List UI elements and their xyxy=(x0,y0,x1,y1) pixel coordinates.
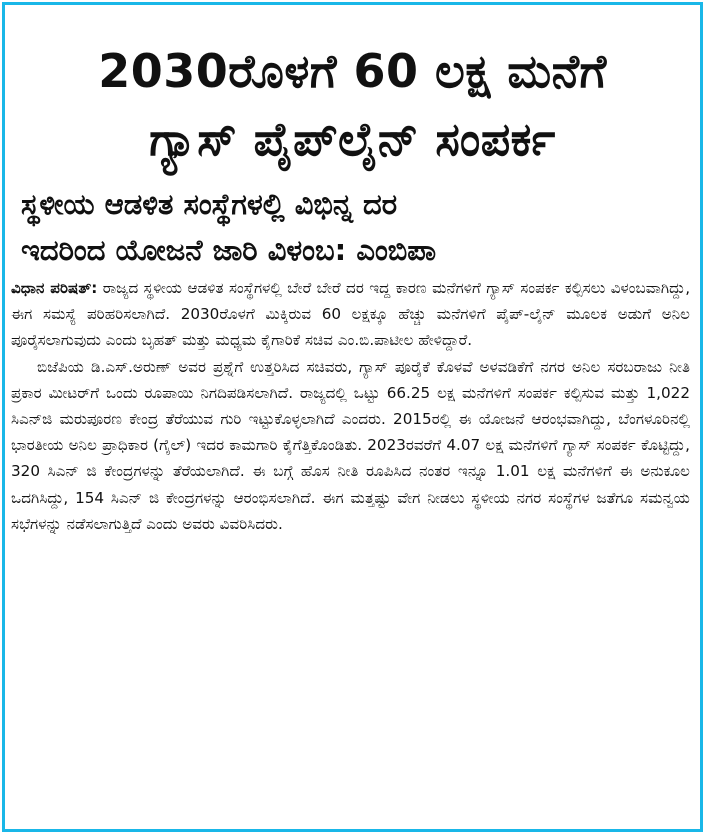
article-body xyxy=(5,273,700,537)
dateline: ವಿಧಾನ ಪರಿಷತ್: xyxy=(11,279,98,297)
paragraph-1 xyxy=(11,275,690,354)
news-clipping xyxy=(2,2,703,832)
paragraph-1-text: ರಾಜ್ಯದ ಸ್ಥಳೀಯ ಆಡಳಿತ ಸಂಸ್ಥೆಗಳಲ್ಲಿ ಬೇರೆ ಬೇರೆ ದರ ಇದ್ದ ಕಾರಣ ಮನೆಗಳಿಗೆ ಗ್ಯಾಸ್ ಸಂಪರ್ಕ ಕಲ್ಪಿಸಲು ವಿಳಂಬವಾಗಿದ್ದು, ಈಗ ಸಮಸ್ಯೆ ಪರಿಹರಿಸಲಾಗಿದೆ. 2030ರೊಳಗೆ ಮಿಕ್ಕಿರುವ 60 ಲಕ್ಷಕ್ಕೂ ಹೆಚ್ಚು ಮನೆಗಳಿಗೆ ಪೈಪ್-ಲೈನ್ ಮೂಲಕ ಅಡುಗೆ ಅನಿಲ ಪೂರೈಸಲಾಗುವುದು ಎಂದು ಬೃಹತ್ ಮತ್ತು ಮಧ್ಯಮ ಕೈಗಾರಿಕೆ ಸಚಿವ ಎಂ.ಬಿ.ಪಾಟೀಲ ಹೇಳಿದ್ದಾರೆ. xyxy=(11,279,691,350)
headline-line-2: ಗ್ಯಾಸ್ ಪೈಪ್‌ಲೈನ್ ಸಂಪರ್ಕ xyxy=(149,112,556,166)
paragraph-2: ಬಿಜೆಪಿಯ ಡಿ.ಎಸ್.ಅರುಣ್ ಅವರ ಪ್ರಶ್ನೆಗೆ ಉತ್ತರಿಸಿದ ಸಚಿವರು, ಗ್ಯಾಸ್ ಪೂರೈಕೆ ಕೊಳವೆ ಅಳವಡಿಕೆಗೆ ನಗರ ಅನಿಲ ಸರಬರಾಜು ನೀತಿ ಪ್ರಕಾರ ಮೀಟರ್‌ಗೆ ಒಂದು ರೂಪಾಯಿ ನಿಗದಿಪಡಿಸಲಾಗಿದೆ. ರಾಜ್ಯದಲ್ಲಿ ಒಟ್ಟು 66.25 ಲಕ್ಷ ಮನೆಗಳಿಗೆ ಸಂಪರ್ಕ ಕಲ್ಪಿಸುವ ಮತ್ತು 1,022 ಸಿಎನ್‌ಜಿ ಮರುಪೂರಣ ಕೇಂದ್ರ ತೆರೆಯುವ ಗುರಿ ಇಟ್ಟುಕೊಳ್ಳಲಾಗಿದೆ ಎಂದರು. 2015ರಲ್ಲಿ ಈ ಯೋಜನೆ ಆರಂಭವಾಗಿದ್ದು, ಬೆಂಗಳೂರಿನಲ್ಲಿ ಭಾರತೀಯ ಅನಿಲ ಪ್ರಾಧಿಕಾರ (ಗೈಲ್) ಇದರ ಕಾಮಗಾರಿ ಕೈಗೆತ್ತಿಕೊಂಡಿತು. 2023ರವರೆಗೆ 4.07 ಲಕ್ಷ ಮನೆಗಳಿಗೆ ಗ್ಯಾಸ್ ಸಂಪರ್ಕ ಕೊಟ್ಟಿದ್ದು, 320 ಸಿಎನ್ ಜಿ ಕೇಂದ್ರಗಳನ್ನು ತೆರೆಯಲಾಗಿದೆ. ಈ ಬಗ್ಗೆ ಹೊಸ ನೀತಿ ರೂಪಿಸಿದ ನಂತರ ಇನ್ನೂ 1.01 ಲಕ್ಷ ಮನೆಗಳಿಗೆ ಈ ಅನುಕೂಲ ಒದಗಿಸಿದ್ದು, 154 ಸಿಎನ್ ಜಿ ಕೇಂದ್ರಗಳನ್ನು ಆರಂಭಿಸಲಾಗಿದೆ. ಈಗ ಮತ್ತಷ್ಟು ವೇಗ ನೀಡಲು ಸ್ಥಳೀಯ ನಗರ ಸಂಸ್ಥೆಗಳ ಜತೆಗೂ ಸಮನ್ವಯ ಸಭೆಗಳನ್ನು ನಡೆಸಲಾಗುತ್ತಿದೆ ಎಂದು ಅವರು ವಿವರಿಸಿದರು. xyxy=(11,357,690,533)
subheadline xyxy=(5,173,700,273)
headline xyxy=(5,5,700,173)
subheadline-line-1: ಸ್ಥಳೀಯ ಆಡಳಿತ ಸಂಸ್ಥೆಗಳಲ್ಲಿ ವಿಭಿನ್ನ ದರ xyxy=(21,187,398,221)
headline-line-1: 2030ರೊಳಗೆ 60 ಲಕ್ಷ ಮನೆಗೆ xyxy=(98,44,607,98)
subheadline-line-2: ಇದರಿಂದ ಯೋಜನೆ ಜಾರಿ ವಿಳಂಬ: ಎಂಬಿಪಾ xyxy=(21,233,437,267)
